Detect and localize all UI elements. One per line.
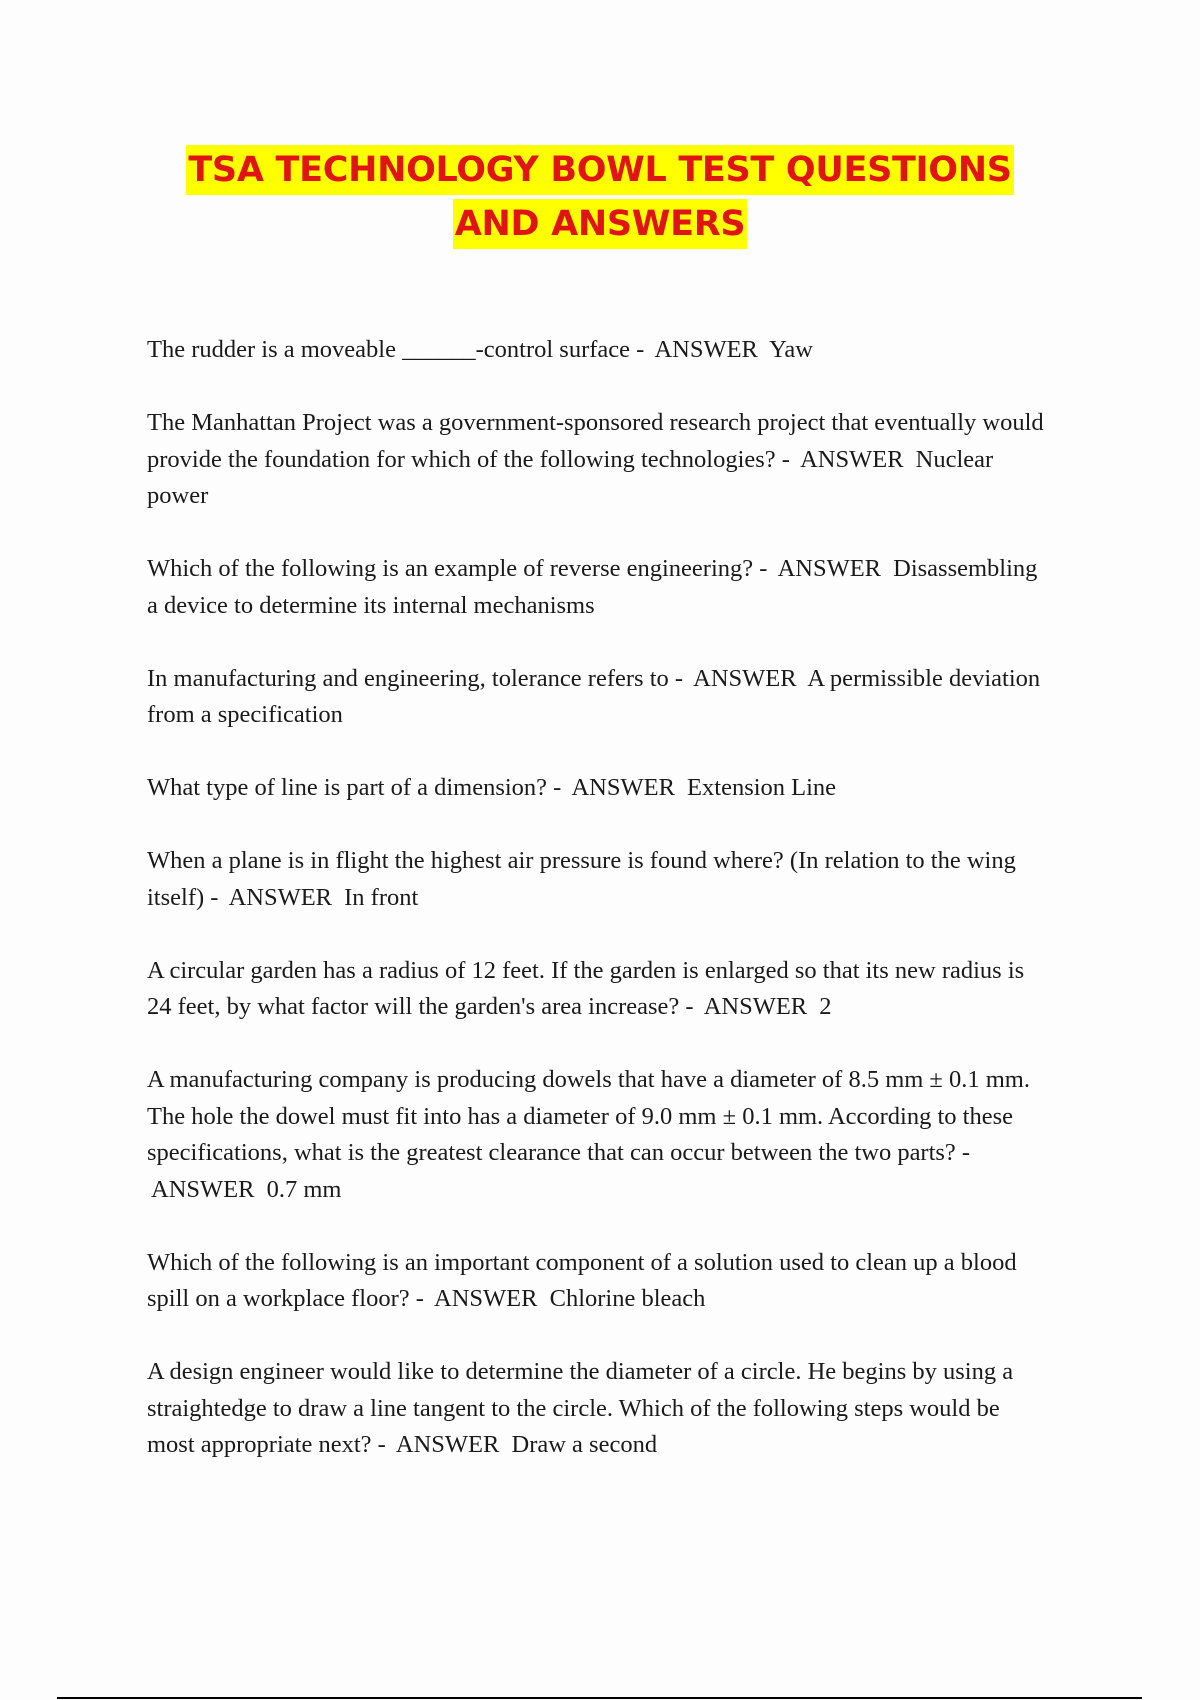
answer-label: ANSWER xyxy=(654,336,758,363)
answer-text: Disassembling a device to determine its internal mechanisms xyxy=(147,555,1038,619)
answer-text: Nuclear power xyxy=(147,445,994,509)
answer-label: ANSWER xyxy=(151,1175,255,1203)
answer-text: 0.7 mm xyxy=(266,1175,342,1203)
document-title xyxy=(140,145,1060,249)
qa-item xyxy=(147,661,1052,734)
answer-text: Yaw xyxy=(769,336,813,363)
qa-item xyxy=(147,770,1052,807)
question-text: The rudder is a moveable ______-control surface - xyxy=(147,336,645,363)
question-text: A manufacturing company is producing dowels that have a diameter of 8.5 mm ± 0.1 mm. The hole the dowel must fit into has a diameter of 9.0 mm ± 0.1 mm. According to these specifications, what is the greatest clearance that can occur between the two parts? - xyxy=(147,1066,1030,1166)
question-text: What type of line is part of a dimension? - xyxy=(147,774,562,801)
qa-item xyxy=(147,1245,1052,1318)
answer-text: 2 xyxy=(819,993,832,1020)
answer-label: ANSWER xyxy=(434,1285,538,1312)
qa-list xyxy=(147,332,1052,1500)
qa-item xyxy=(147,405,1052,515)
qa-item xyxy=(147,551,1052,624)
question-text: When a plane is in flight the highest air pressure is found where? (In relation to the wing itself) - xyxy=(147,847,1016,911)
answer-label: ANSWER xyxy=(228,883,333,911)
title-line-1: TSA TECHNOLOGY BOWL TEST QUESTIONS xyxy=(186,145,1013,195)
title-line-2: AND ANSWERS xyxy=(453,199,748,249)
answer-label: ANSWER xyxy=(571,774,675,801)
answer-label: ANSWER xyxy=(693,664,797,692)
question-text: A design engineer would like to determine the diameter of a circle. He begins by using a straightedge to draw a line tangent to the circle. Which of the following steps would be most appropriate next? - xyxy=(147,1358,1014,1458)
answer-text: Chlorine bleach xyxy=(549,1285,706,1312)
qa-item xyxy=(147,332,1052,369)
question-text: Which of the following is an example of reverse engineering? - xyxy=(147,555,768,582)
qa-item xyxy=(147,1354,1052,1464)
qa-item xyxy=(147,953,1052,1026)
question-text: A circular garden has a radius of 12 feet. If the garden is enlarged so that its new radius is 24 feet, by what factor will the garden's area increase? - xyxy=(147,956,1025,1020)
question-text: The Manhattan Project was a government-sponsored research project that eventually would provide the foundation for which of the following technologies? - xyxy=(147,409,1044,473)
answer-text: Extension Line xyxy=(687,774,837,801)
footer-divider xyxy=(57,1697,1142,1699)
answer-label: ANSWER xyxy=(395,1431,500,1458)
answer-label: ANSWER xyxy=(703,993,808,1020)
answer-text: A permissible deviation from a specification xyxy=(147,664,1041,728)
question-text: In manufacturing and engineering, tolerance refers to - xyxy=(147,664,684,692)
answer-text: In front xyxy=(344,883,419,911)
qa-item xyxy=(147,843,1052,916)
qa-item xyxy=(147,1062,1052,1208)
question-text: Which of the following is an important component of a solution used to clean up a blood spill on a workplace floor? - xyxy=(147,1248,1017,1312)
answer-label: ANSWER xyxy=(777,555,882,582)
answer-label: ANSWER xyxy=(800,445,904,473)
answer-text: Draw a second xyxy=(511,1431,658,1458)
